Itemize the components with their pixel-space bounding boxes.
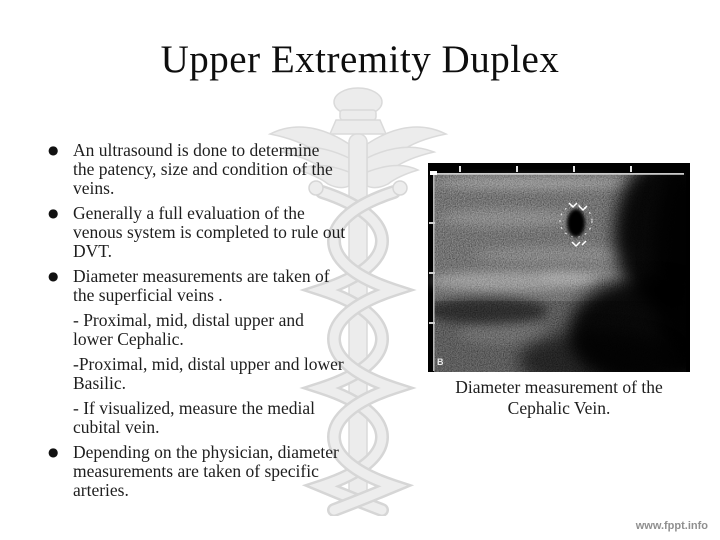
list-item-text: An ultrasound is done to determine the patency, size and condition of the veins. [73,140,333,198]
list-item-text: - If visualized, measure the medial cubital vein. [73,398,315,437]
list-item-text: -Proximal, mid, distal upper and lower Basilic. [73,354,344,393]
bullet-list [48,141,433,500]
scan-mode-label: B [437,357,444,367]
bullet-icon: ● [48,445,59,459]
fppt-watermark: www.fppt.info [635,520,708,532]
list-item [48,267,433,305]
bullet-spacer [48,399,73,437]
vein-dark-circle [567,209,585,237]
list-subitem [48,399,433,437]
ultrasound-image [428,163,690,372]
bullet-icon: ● [48,206,59,220]
bullet-icon: ● [48,269,59,283]
ultrasound-graphic [428,163,690,372]
list-item [48,443,433,500]
page-title: Upper Extremity Duplex [160,38,560,81]
list-item [48,204,433,261]
list-item-text: Diameter measurements are taken of the superficial veins . [73,266,330,305]
list-item-text: - Proximal, mid, distal upper and lower Cephalic. [73,310,304,349]
list-item-text: Generally a full evaluation of the venous system is completed to rule out DVT. [73,203,346,261]
bullet-spacer [48,355,73,393]
list-item-text: Depending on the physician, diameter measurements are taken of specific arteries. [73,442,339,500]
bullet-icon: ● [48,143,59,157]
bullet-spacer [48,311,73,349]
list-subitem [48,355,433,393]
figure-caption: Diameter measurement of the Cephalic Vein. [455,377,663,418]
list-item [48,141,433,198]
list-subitem [48,311,433,349]
